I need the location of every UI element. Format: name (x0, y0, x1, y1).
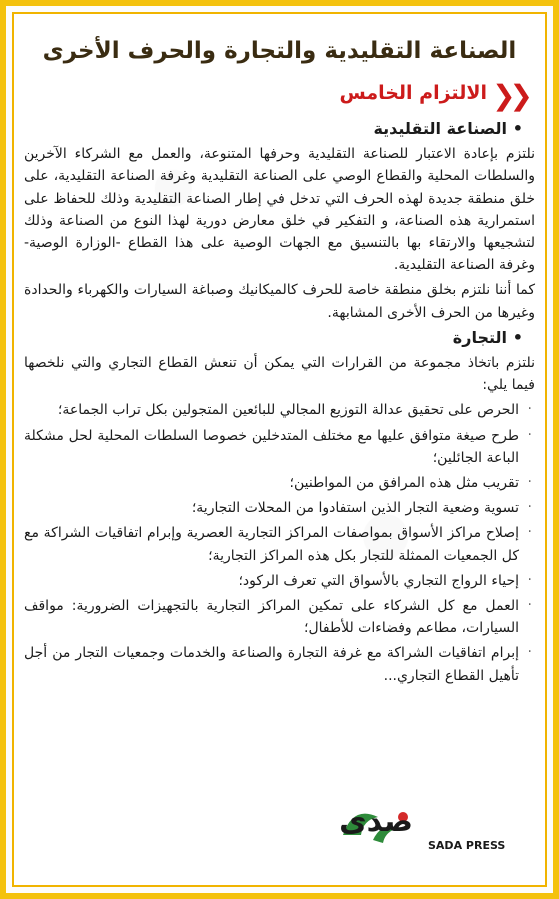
bullet-icon: · (527, 524, 532, 541)
bullet-icon: · (527, 474, 532, 491)
list-item: · الحرص على تحقيق عدالة التوزيع المجالي للبائعين المتجولين بكل تراب الجماعة؛ (24, 399, 535, 421)
bullet-icon: • (512, 327, 523, 347)
bullet-icon: · (527, 499, 532, 516)
content (24, 116, 535, 690)
paragraph: كما أننا نلتزم بخلق منطقة خاصة للحرف كالميكانيك وصباغة السيارات والكهرباء والحدادة وغيرها من الحرف الأخرى المشابهة. (24, 282, 535, 321)
logo-arabic-text: صدى (339, 804, 413, 839)
section-heading-crafts: • الصناعة التقليدية (24, 118, 535, 140)
section-heading-trade: • التجارة (24, 327, 535, 349)
bullet-icon: · (527, 426, 532, 443)
bullet-icon: · (527, 571, 532, 588)
list-item: · تسوية وضعية التجار الذين استفادوا من المحلات التجارية؛ (24, 497, 535, 519)
list-item: · طرح صيغة متوافق عليها مع مختلف المتدخلين خصوصا السلطات المحلية لحل مشكلة الباعة الجائلين؛ (24, 425, 535, 469)
subtitle: الالتزام الخامس (339, 82, 487, 104)
paragraph: نلتزم بإعادة الاعتبار للصناعة التقليدية وحرفها المتنوعة، والعمل مع الشركاء الآخرين والسلطات المحلية والقطاع الوصي على الصناعة التقليدية وغرفة الصناعة التقليدية، على خلق منطقة جديدة لهذه الحرف التي تدخل في إطار الصناعة التقليدية وذلك للحفاظ على استمرارية هذه الصناعة، و التفكير في خلق معارض دورية لهذا النوع من الصناعة وذلك لتشجيعها والارتقاء بها بالتنسيق مع الجهات الوصية على هذا القطاع -الوزارة الوصية- وغرفة الصناعة التقليدية. (24, 146, 535, 274)
list-item: · العمل مع كل الشركاء على تمكين المراكز التجارية بالتجهيزات الضرورية: مواقف السيارات، مطاعم وفضاءات للأطفال؛ (24, 595, 535, 639)
sada-press-logo-mark (333, 795, 523, 855)
sada-press-logo (333, 795, 523, 855)
list-item: · إصلاح مراكز الأسواق بمواصفات المراكز التجارية العصرية وإبرام اتفاقيات الشراكة مع كل الجمعيات الممثلة للتجار بكل هذه المراكز التجارية؛ (24, 522, 535, 566)
double-chevron-icon: ❯❯ (492, 79, 527, 112)
page-title: الصناعة التقليدية والتجارة والحرف الأخرى (42, 38, 517, 64)
bullet-icon: • (512, 119, 523, 138)
document-body (12, 12, 547, 887)
bullet-icon: · (527, 401, 532, 418)
list-item: · إبرام اتفاقيات الشراكة مع غرفة التجارة والصناعة والخدمات وجمعيات التجار من أجل تأهيل القطاع التجاري... (24, 642, 535, 686)
bullet-icon: · (527, 597, 532, 614)
bullet-icon: · (527, 644, 532, 661)
logo-latin-text: SADA PRESS (428, 839, 506, 852)
paragraph: نلتزم باتخاذ مجموعة من القرارات التي يمكن أن تنعش القطاع التجاري والتي نلخصها فيما يلي: (24, 355, 535, 394)
list-item: · تقريب مثل هذه المرافق من المواطنين؛ (24, 472, 535, 494)
list-item: · إحياء الرواج التجاري بالأسواق التي تعرف الركود؛ (24, 570, 535, 592)
